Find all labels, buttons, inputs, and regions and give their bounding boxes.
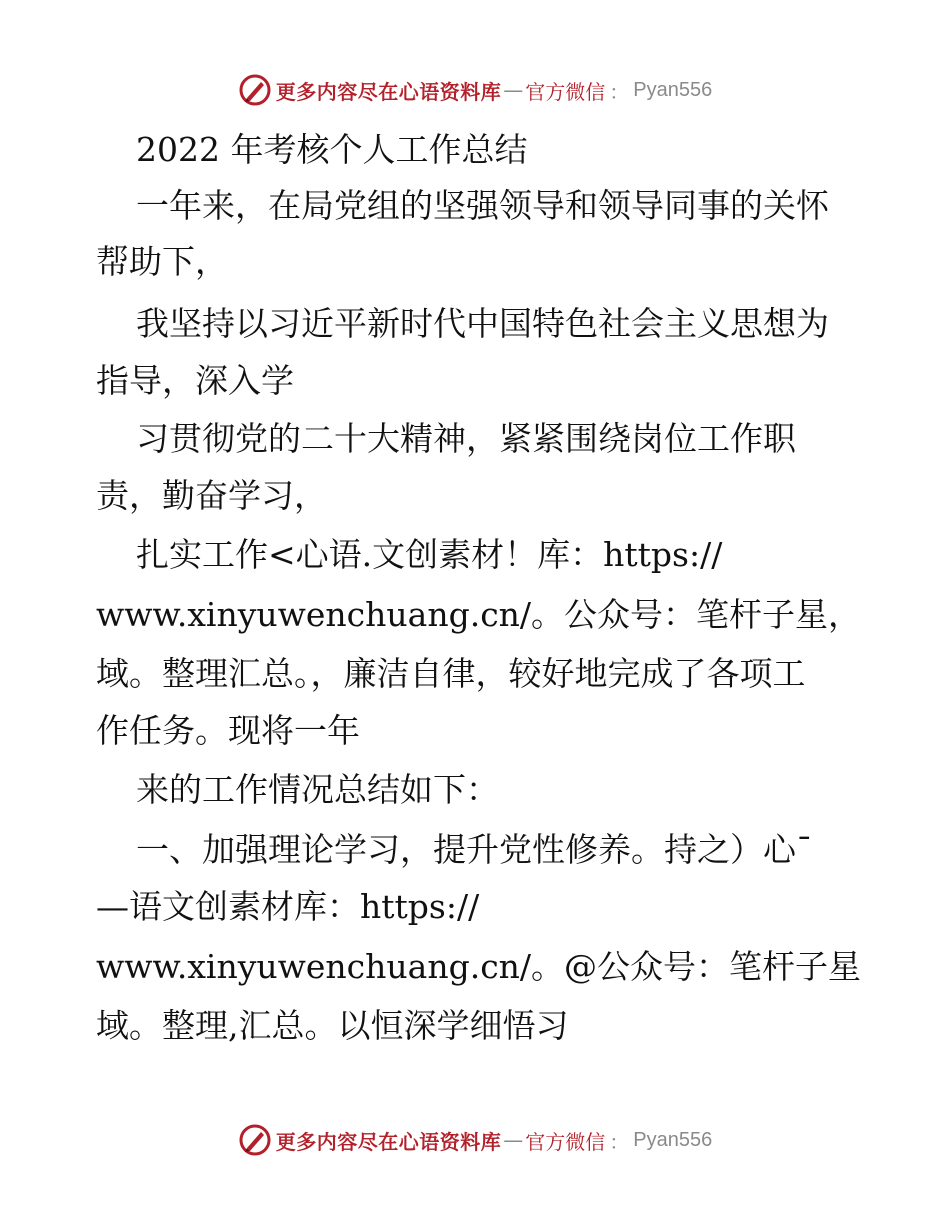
banner-colon: ： xyxy=(609,79,630,104)
paragraph-line: 域。整理,汇总。以恒深学细悟习 xyxy=(96,1006,569,1045)
paragraph-line: 习贯彻党的二十大精神，紧紧围绕岗位工作职 xyxy=(136,419,796,458)
paragraph-line: 扎实工作<心语.文创素材！库：https:// xyxy=(136,535,723,574)
paragraph-line: —语文创素材库：https:// xyxy=(96,887,480,926)
footer-banner xyxy=(0,1118,950,1162)
paragraph-line: 我坚持以习近平新时代中国特色社会主义思想为 xyxy=(136,304,829,343)
pen-logo-icon xyxy=(238,73,272,107)
paragraph-line: 来的工作情况总结如下： xyxy=(136,770,499,809)
paragraph-line: 责，勤奋学习， xyxy=(96,476,327,515)
header-banner xyxy=(0,68,950,112)
paragraph-line: www.xinyuwenchuang.cn/。公众号：笔杆子星， xyxy=(96,595,862,634)
paragraph-line: 帮助下， xyxy=(96,242,228,281)
section-heading-line: 一、加强理论学习，提升党性修养。持之）心¯ xyxy=(136,830,813,869)
banner-text: 更多内容尽在心语资料库 xyxy=(275,79,502,104)
document-title: 2022 年考核个人工作总结 xyxy=(136,130,528,169)
footer-banner-content xyxy=(238,1123,712,1157)
header-banner-content xyxy=(238,73,712,107)
pen-logo-icon xyxy=(238,1123,272,1157)
paragraph-line: 指导，深入学 xyxy=(96,361,294,400)
banner-wechat-label: 官方微信 xyxy=(525,1129,606,1154)
banner-separator: — xyxy=(503,78,524,102)
banner-wechat-label: 官方微信 xyxy=(525,79,606,104)
banner-wechat-id: Pyan556 xyxy=(633,78,713,101)
banner-text: 更多内容尽在心语资料库 xyxy=(275,1129,502,1154)
paragraph-line: 作任务。现将一年 xyxy=(96,711,360,750)
banner-separator: — xyxy=(503,1128,524,1152)
banner-colon: ： xyxy=(609,1129,630,1154)
paragraph-line: 一年来，在局党组的坚强领导和领导同事的关怀 xyxy=(136,186,829,225)
paragraph-line: www.xinyuwenchuang.cn/。@公众号：笔杆子星 xyxy=(96,947,862,986)
paragraph-line: 域。整理汇总。，廉洁自律，较好地完成了各项工 xyxy=(96,654,806,693)
banner-wechat-id: Pyan556 xyxy=(633,1128,713,1151)
